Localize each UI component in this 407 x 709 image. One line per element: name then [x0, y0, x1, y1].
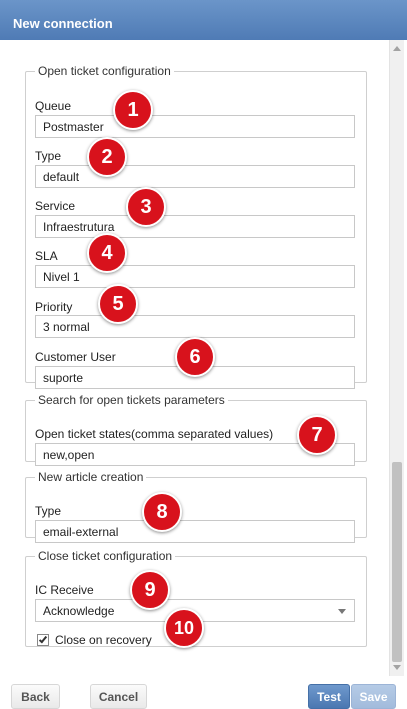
ic-receive-label: IC Receive	[35, 583, 94, 597]
open-ticket-config-group	[25, 64, 367, 383]
callout-marker-7: 7	[297, 415, 337, 455]
scrollbar-thumb[interactable]	[392, 462, 402, 662]
open-ticket-states-label: Open ticket states(comma separated values)	[35, 427, 274, 441]
callout-marker-6: 6	[175, 337, 215, 377]
customer-user-label: Customer User	[35, 350, 116, 364]
open-ticket-config-legend: Open ticket configuration	[38, 64, 171, 78]
close-on-recovery-label: Close on recovery	[55, 633, 152, 647]
chevron-down-icon	[338, 609, 346, 614]
search-open-tickets-legend: Search for open tickets parameters	[38, 393, 225, 407]
checkmark-icon	[39, 635, 47, 644]
queue-label: Queue	[35, 99, 72, 113]
article-type-input[interactable]	[35, 520, 355, 543]
service-label: Service	[35, 199, 76, 213]
dialog-title: New connection	[13, 16, 113, 31]
close-on-recovery-checkbox[interactable]	[37, 634, 49, 646]
close-ticket-config-legend: Close ticket configuration	[38, 549, 173, 563]
callout-marker-8: 8	[142, 492, 182, 532]
callout-marker-4: 4	[87, 233, 127, 273]
queue-input[interactable]	[35, 115, 355, 138]
cancel-button[interactable]: Cancel	[90, 684, 147, 709]
ic-receive-selected-value: Acknowledge	[43, 603, 115, 618]
callout-marker-9: 9	[130, 570, 170, 610]
save-button[interactable]: Save	[351, 684, 396, 709]
scroll-up-icon[interactable]	[393, 46, 401, 51]
dialog-content	[0, 40, 389, 676]
service-input[interactable]	[35, 215, 355, 238]
test-button[interactable]: Test	[308, 684, 350, 709]
type-input[interactable]	[35, 165, 355, 188]
sla-input[interactable]	[35, 265, 355, 288]
sla-label: SLA	[35, 249, 58, 263]
priority-input[interactable]	[35, 315, 355, 338]
back-button[interactable]: Back	[11, 684, 60, 709]
new-article-group	[25, 470, 367, 538]
priority-label: Priority	[35, 300, 73, 314]
callout-marker-2: 2	[87, 137, 127, 177]
dialog-title-bar	[0, 0, 407, 40]
scroll-down-icon[interactable]	[393, 665, 401, 670]
callout-marker-10: 10	[164, 608, 204, 648]
new-article-legend: New article creation	[38, 470, 144, 484]
type-label: Type	[35, 149, 62, 163]
vertical-scrollbar[interactable]	[389, 40, 404, 676]
article-type-label: Type	[35, 504, 62, 518]
callout-marker-1: 1	[113, 90, 153, 130]
callout-marker-5: 5	[98, 284, 138, 324]
callout-marker-3: 3	[126, 187, 166, 227]
dialog-footer	[0, 676, 407, 709]
